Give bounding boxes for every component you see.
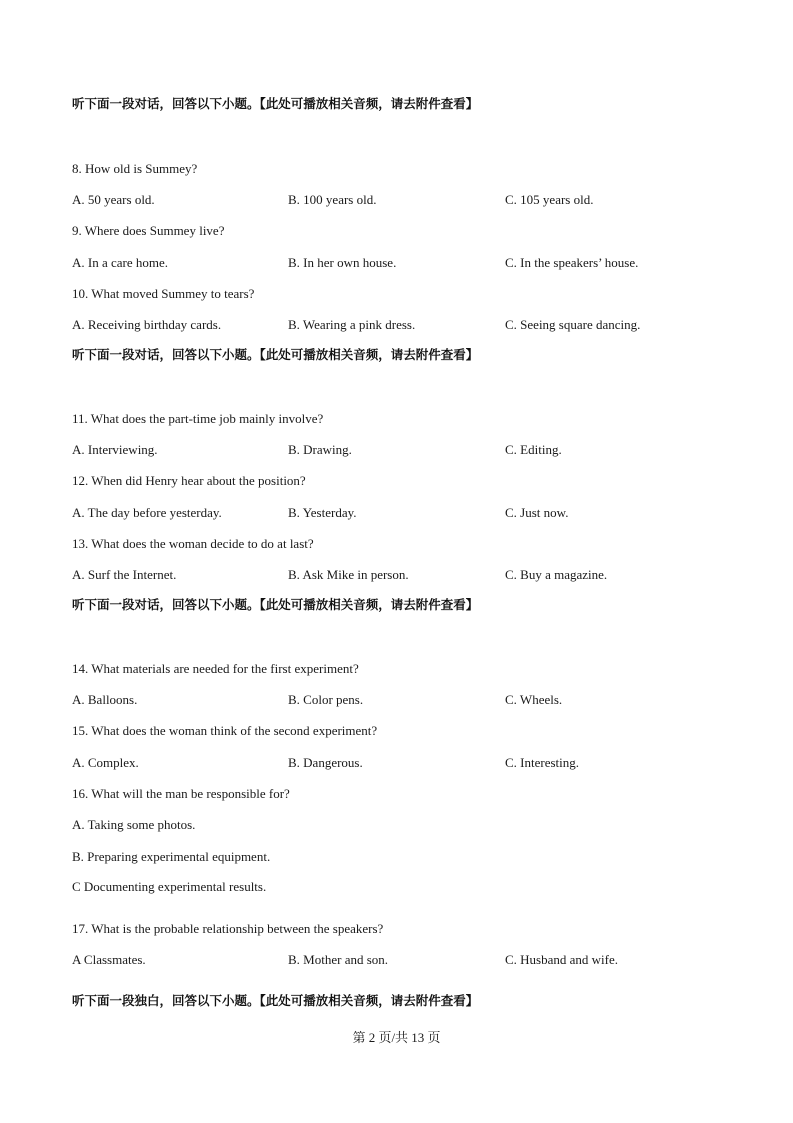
q9-option-a: A. In a care home. bbox=[72, 255, 169, 270]
q9-option-b: B. In her own house. bbox=[288, 255, 397, 270]
q16-option-a: A. Taking some photos. bbox=[72, 817, 196, 832]
q14-option-b: B. Color pens. bbox=[288, 692, 364, 707]
question-10: 10. What moved Summey to tears? bbox=[72, 286, 255, 301]
q17-option-b: B. Mother and son. bbox=[288, 952, 389, 967]
q15-option-c: C. Interesting. bbox=[505, 755, 580, 770]
question-12: 12. When did Henry hear about the position? bbox=[72, 473, 306, 488]
q17-option-c: C. Husband and wife. bbox=[505, 952, 619, 967]
q13-option-c: C. Buy a magazine. bbox=[505, 567, 608, 582]
q10-option-b: B. Wearing a pink dress. bbox=[288, 317, 416, 332]
question-17: 17. What is the probable relationship between the speakers? bbox=[72, 921, 384, 936]
q11-option-a: A. Interviewing. bbox=[72, 442, 158, 457]
q13-option-b: B. Ask Mike in person. bbox=[288, 567, 409, 582]
section-instruction: 听下面一段对话，回答以下小题。【此处可播放相关音频，请去附件查看】 bbox=[72, 597, 479, 612]
q15-option-b: B. Dangerous. bbox=[288, 755, 363, 770]
q8-option-b: B. 100 years old. bbox=[288, 192, 377, 207]
question-15: 15. What does the woman think of the second experiment? bbox=[72, 723, 378, 738]
q14-option-a: A. Balloons. bbox=[72, 692, 138, 707]
q9-option-c: C. In the speakers’ house. bbox=[505, 255, 639, 270]
q11-option-b: B. Drawing. bbox=[288, 442, 352, 457]
q15-option-a: A. Complex. bbox=[72, 755, 139, 770]
q11-option-c: C. Editing. bbox=[505, 442, 562, 457]
page-number: 第 2 页/共 13 页 bbox=[352, 1030, 441, 1045]
question-9: 9. Where does Summey live? bbox=[72, 223, 225, 238]
q16-option-c: C Documenting experimental results. bbox=[72, 879, 267, 894]
q10-option-a: A. Receiving birthday cards. bbox=[72, 317, 222, 332]
section-instruction: 听下面一段独白，回答以下小题。【此处可播放相关音频，请去附件查看】 bbox=[72, 993, 479, 1008]
question-14: 14. What materials are needed for the first experiment? bbox=[72, 661, 359, 676]
q10-option-c: C. Seeing square dancing. bbox=[505, 317, 641, 332]
q12-option-b: B. Yesterday. bbox=[288, 505, 357, 520]
question-8: 8. How old is Summey? bbox=[72, 161, 198, 176]
q13-option-a: A. Surf the Internet. bbox=[72, 567, 177, 582]
section-instruction: 听下面一段对话，回答以下小题。【此处可播放相关音频，请去附件查看】 bbox=[72, 96, 479, 111]
q12-option-c: C. Just now. bbox=[505, 505, 569, 520]
question-13: 13. What does the woman decide to do at last? bbox=[72, 536, 314, 551]
q8-option-c: C. 105 years old. bbox=[505, 192, 594, 207]
q14-option-c: C. Wheels. bbox=[505, 692, 563, 707]
q8-option-a: A. 50 years old. bbox=[72, 192, 155, 207]
question-16: 16. What will the man be responsible for? bbox=[72, 786, 290, 801]
q16-option-b: B. Preparing experimental equipment. bbox=[72, 849, 271, 864]
q17-option-a: A Classmates. bbox=[72, 952, 146, 967]
q12-option-a: A. The day before yesterday. bbox=[72, 505, 222, 520]
question-11: 11. What does the part-time job mainly involve? bbox=[72, 411, 324, 426]
section-instruction: 听下面一段对话，回答以下小题。【此处可播放相关音频，请去附件查看】 bbox=[72, 347, 479, 362]
